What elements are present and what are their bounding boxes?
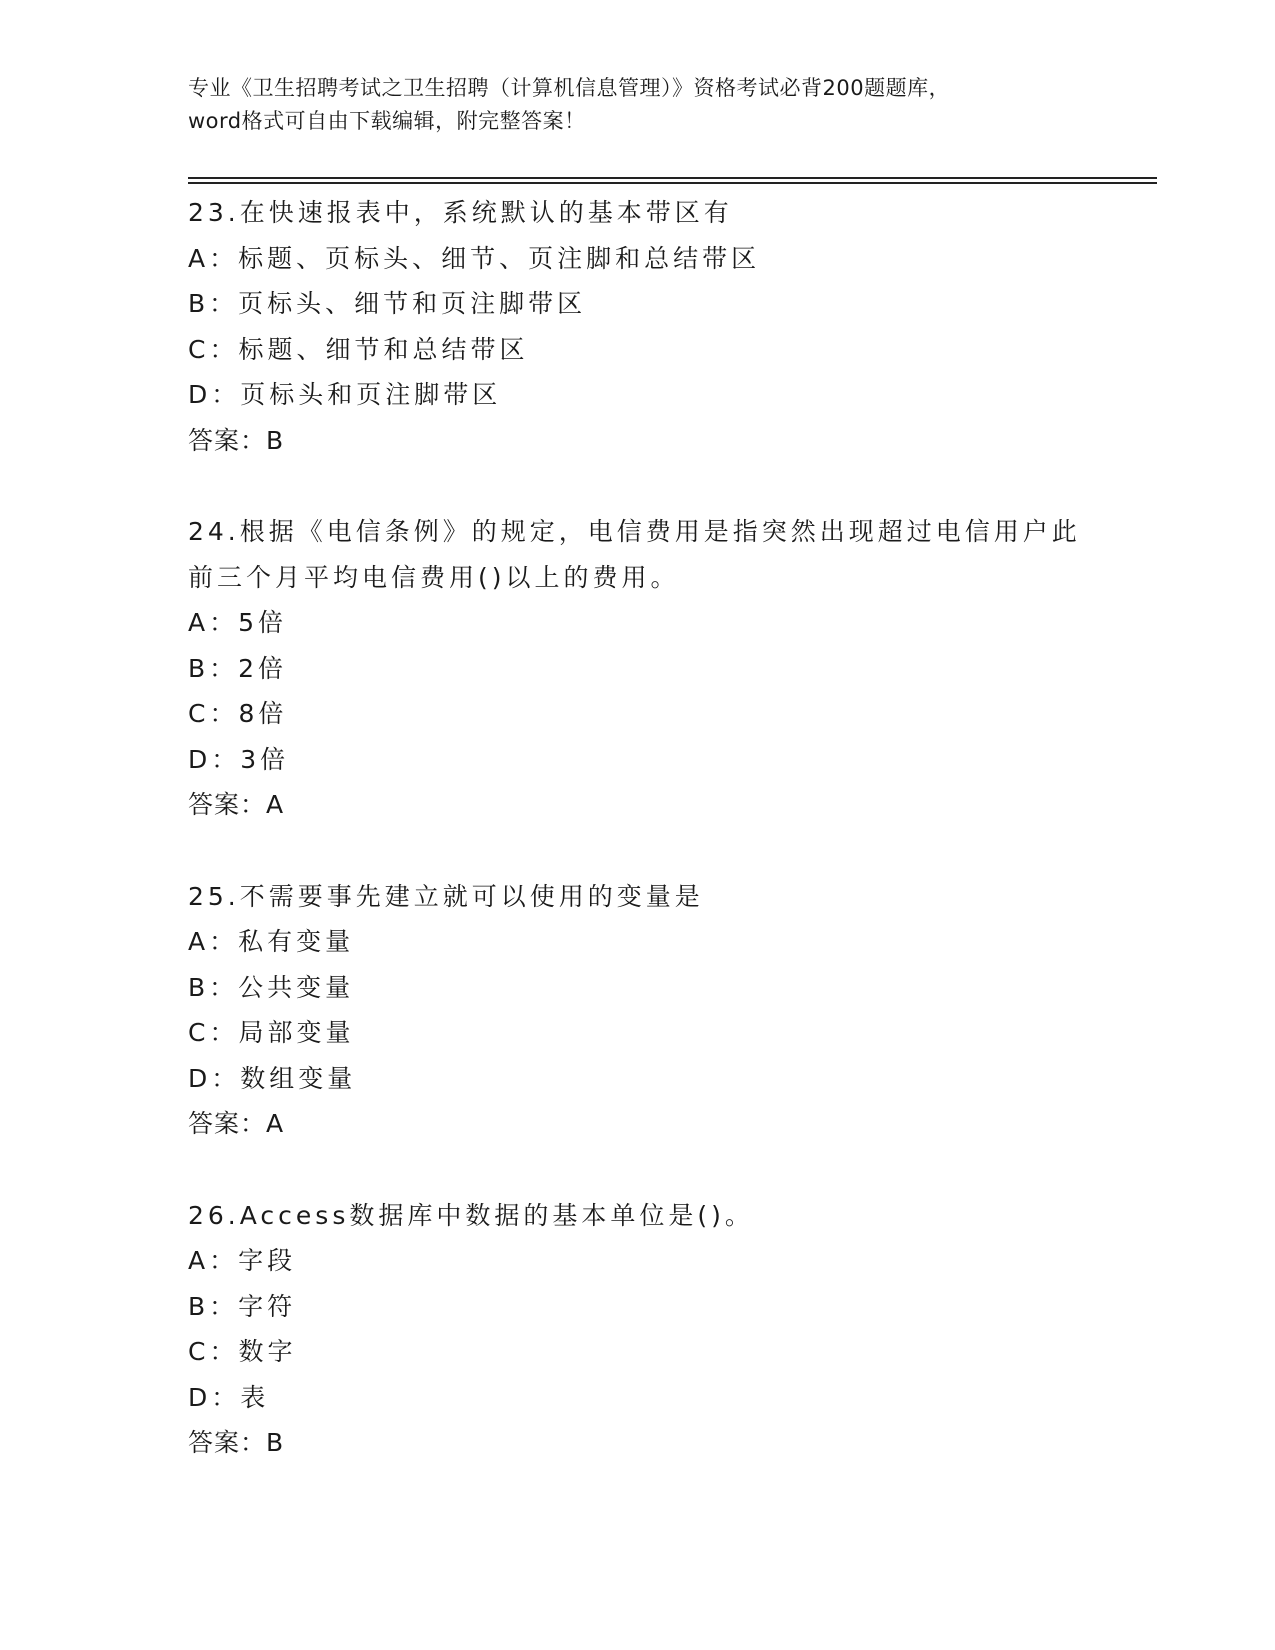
question-26 xyxy=(188,1193,1088,1466)
header-title-line-1: 专业《卫生招聘考试之卫生招聘（计算机信息管理）》资格考试必背200题题库， xyxy=(188,76,951,100)
question-stem: 26.Access数据库中数据的基本单位是()。 xyxy=(188,1200,754,1230)
question-23 xyxy=(188,190,1088,463)
question-stem-line-1: 24.根据《电信条例》的规定，电信费用是指突然出现超过电信用户此 xyxy=(188,517,1081,546)
option-d: D：3倍 xyxy=(188,744,290,774)
option-d: D：数组变量 xyxy=(188,1063,357,1093)
answer-line: 答案：A xyxy=(188,1109,285,1138)
option-b: B：公共变量 xyxy=(188,972,355,1002)
header-divider-bottom xyxy=(188,182,1157,184)
question-stem-line-2: 前三个月平均电信费用()以上的费用。 xyxy=(188,562,680,592)
option-a: A：字段 xyxy=(188,1246,297,1275)
option-a: A：私有变量 xyxy=(188,927,355,956)
question-stem: 23.在快速报表中，系统默认的基本带区有 xyxy=(188,198,733,227)
document-header xyxy=(188,72,1088,138)
question-25 xyxy=(188,874,1088,1147)
question-stem: 25.不需要事先建立就可以使用的变量是 xyxy=(188,881,704,911)
option-a: A：标题、页标头、细节、页注脚和总结带区 xyxy=(188,243,761,273)
header-title-line-2: word格式可自由下载编辑，附完整答案！ xyxy=(188,109,586,133)
answer-line: 答案：B xyxy=(188,1428,285,1457)
answer-line: 答案：B xyxy=(188,425,285,455)
option-b: B：页标头、细节和页注脚带区 xyxy=(188,289,587,318)
option-d: D：表 xyxy=(188,1382,270,1412)
option-a: A：5倍 xyxy=(188,608,288,637)
option-b: B：2倍 xyxy=(188,653,288,683)
header-divider-top xyxy=(188,177,1157,179)
option-d: D：页标头和页注脚带区 xyxy=(188,380,502,409)
option-b: B：字符 xyxy=(188,1291,297,1321)
option-c: C：标题、细节和总结带区 xyxy=(188,334,529,364)
option-c: C：8倍 xyxy=(188,699,288,728)
option-c: C：局部变量 xyxy=(188,1018,355,1047)
option-c: C：数字 xyxy=(188,1337,297,1366)
answer-line: 答案：A xyxy=(188,790,285,819)
question-list xyxy=(188,190,1088,1512)
question-24 xyxy=(188,509,1088,828)
